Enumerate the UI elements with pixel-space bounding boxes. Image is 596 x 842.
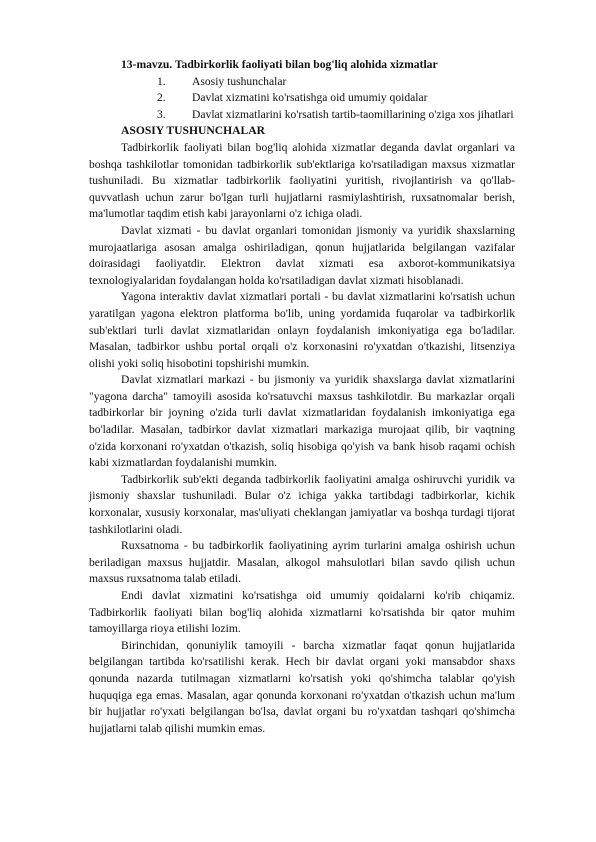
body-paragraph: Davlat xizmati - bu davlat organlari tomonidan jismoniy va yuridik shaxslarning murojaatlariga asosan amalga oshiriladigan, qonun hujjatlarida belgilangan vazifalar doirasidagi faoliyatdir. Elektron davlat xizmati esa axborot-kommunikatsiya texnologiyalaridan foydalangan holda ko'rsatiladigan davlat xizmati hisoblanadi. bbox=[89, 223, 515, 287]
plan-item-number: 2. bbox=[157, 91, 166, 105]
body-paragraph: Tadbirkorlik faoliyati bilan bog'liq alohida xizmatlar deganda davlat organlari va boshqa tashkilotlar tomonidan tadbirkorlik sub'ektlariga ko'rsatiladigan maxsus xizmatlar tushuniladi. Bu xizmatlar tadbirkorlik faoliyatini yuritish, rivojlantirish va qo'llab-quvvatlash uchun zarur bo'lgan turli hujjatlarni rasmiylashtirish, ruxsatnomalar berish, ma'lumotlar taqdim etish kabi jarayonlarni o'z ichiga oladi. bbox=[89, 140, 515, 221]
body-paragraph: Davlat xizmatlari markazi - bu jismoniy va yuridik shaxslarga davlat xizmatlarini "yagona darcha" tamoyili asosida ko'rsatuvchi maxsus tashkilotdir. Bu markazlar orqali tadbirkorlar bir joyning o'zida turli davlat xizmatlaridan foydalanish imkoniyatiga ega bo'ladilar. Masalan, tadbirkor davlat xizmatlari markaziga murojaat qilib, bir vaqtning o'zida korxonani ro'yxatdan o'tkazish, soliq hisobiga qo'yish va bank hisob raqami ochish kabi xizmatlardan foydalanishi mumkin. bbox=[89, 373, 515, 470]
plan-item bbox=[89, 90, 515, 107]
document-title: 13-mavzu. Tadbirkorlik faoliyati bilan bog'liq alohida xizmatlar bbox=[121, 58, 438, 71]
body-paragraph: Yagona interaktiv davlat xizmatlari portali - bu davlat xizmatlarini ko'rsatish uchun yaratilgan yagona elektron platforma bo'lib, uning yordamida fuqarolar va tadbirkorlik sub'ektlari turli davlat xizmatlaridan onlayn foydalanish imkoniyatiga ega bo'ladilar. Masalan, tadbirkor ushbu portal orqali o'z korxonasini ro'yxatdan o'tkazishi, litsenziya olishi yoki soliq hisobotini topshirishi mumkin. bbox=[89, 290, 515, 370]
body-paragraph: Birinchidan, qonuniylik tamoyili - barcha xizmatlar faqat qonun hujjatlarida belgilangan tartibda ko'rsatilishi kerak. Hech bir davlat organi yoki mansabdor shaxs qonunda nazarda tutilmagan xizmatlarni ko'rsatish yoki qo'shimcha talablar qo'yish huquqiga ega emas. Masalan, agar qonunda korxonani ro'yxatdan o'tkazish uchun ma'lum bir hujjatlar ro'yxati belgilangan bo'lsa, davlat organi bu ro'yxatdan tashqari qo'shimcha hujjatlarni talab qilishi mumkin emas. bbox=[89, 638, 515, 735]
plan-item bbox=[89, 107, 515, 124]
section-heading: ASOSIY TUSHUNCHALAR bbox=[121, 124, 265, 138]
body-paragraph: Tadbirkorlik sub'ekti deganda tadbirkorlik faoliyatini amalga oshiruvchi yuridik va jismoniy shaxslar tushuniladi. Bular o'z ichiga yakka tartibdagi tadbirkorlar, kichik korxonalar, xususiy korxonalar, mas'uliyati cheklangan jamiyatlar va boshqa turdagi tijorat tashkilotlarini oladi. bbox=[89, 472, 515, 536]
plan-item-text: Davlat xizmatini ko'rsatishga oid umumiy qoidalar bbox=[192, 91, 428, 105]
plan-item bbox=[89, 74, 515, 91]
body-paragraph: Endi davlat xizmatini ko'rsatishga oid umumiy qoidalarni ko'rib chiqamiz. Tadbirkorlik faoliyati bilan bog'liq alohida xizmatlarni ko'rsatishda bir qator muhim tamoyillarga rioya etilishi lozim. bbox=[89, 589, 515, 636]
body-paragraph: Ruxsatnoma - bu tadbirkorlik faoliyatining ayrim turlarini amalga oshirish uchun beriladigan maxsus hujjatdir. Masalan, alkogol mahsulotlari bilan savdo qilish uchun maxsus ruxsatnoma talab etiladi. bbox=[89, 539, 515, 586]
plan-item-number: 1. bbox=[157, 74, 166, 88]
topic-plan-list bbox=[89, 74, 515, 124]
plan-item-number: 3. bbox=[157, 107, 166, 121]
document-page bbox=[89, 57, 515, 737]
plan-item-text: Asosiy tushunchalar bbox=[192, 74, 287, 88]
plan-item-text: Davlat xizmatlarini ko'rsatish tartib-taomillarining o'ziga xos jihatlari bbox=[192, 107, 514, 121]
